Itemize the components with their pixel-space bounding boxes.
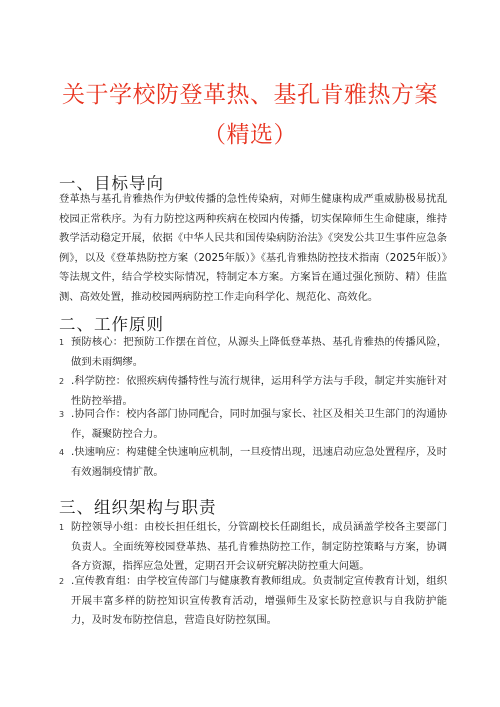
list-item <box>59 405 447 444</box>
section-heading-principles: 二、工作原则 <box>59 315 164 334</box>
list-item-number: 2 <box>59 577 65 586</box>
section-heading-goals: 一、目标导向 <box>59 174 164 193</box>
list-item-text: 防控领导小组：由校长担任组长，分管副校长任副组长，成员涵盖学校各主要部门负责人。全面统筹校园登革热、基孔肯雅热防控工作，制定防控策略与方案，协调各方资源，指挥应急处置，定期召开会议研究解决防控重大问题。 <box>71 521 447 572</box>
list-item-text: .宣传教育组：由学校宣传部门与健康教育教师组成。负责制定宣传教育计划，组织开展丰富多样的防控知识宣传教育活动，增强师生及家长防控意识与自我防护能力，及时发布防控信息，营造良好防控氛围。 <box>71 575 447 626</box>
section-paragraph-goals: 登革热与基孔肯雅热作为伊蚊传播的急性传染病，对师生健康构成严重威胁极易扰乱校园正常秩序。为有力防控这两种疾病在校园内传播，切实保障师生生命健康，维持教学活动稳定开展，依据《中华人民共和国传染病防治法》《突发公共卫生事件应急条例》，以及《登革热防控方案（2025年版）》《基孔肯雅热防控技术指南（2025年版）》等法规文件，结合学校实际情况，特制定本方案。方案旨在通过强化预防、精）佳监测、高效处置，推动校园两病防控工作走向科学化、规范化、高效化。 <box>59 193 447 303</box>
list-item <box>59 333 447 372</box>
list-item-number: 1 <box>59 338 65 347</box>
list-item-text: .科学防控：依照疾病传播特性与流行规律，运用科学方法与手段，制定并实施针对性防控举措。 <box>71 375 447 407</box>
list-item-number: 3 <box>59 410 65 419</box>
list-item <box>59 572 447 631</box>
list-item-number: 2 <box>59 377 65 386</box>
document-title-suffix: （精选） <box>203 122 297 148</box>
list-item-number: 4 <box>59 448 65 457</box>
list-item <box>59 518 447 577</box>
document-title: 关于学校防登革热、基孔肯雅热方案 <box>62 82 438 108</box>
list-item-number: 1 <box>59 523 65 532</box>
list-item-text: .快速响应：构建健全快速响应机制，一旦疫情出现，迅速启动应急处置程序，及时有效遏制疫情扩散。 <box>71 446 447 478</box>
section-heading-organization: 三、组织架构与职责 <box>59 498 217 517</box>
list-item-text: 预防核心：把预防工作摆在首位，从源头上降低登革热、基孔肯雅热的传播风险，做到未雨绸缪。 <box>71 336 447 368</box>
list-item <box>59 443 447 482</box>
list-item-text: .协同合作：校内各部门协同配合，同时加强与家长、社区及相关卫生部门的沟通协作，凝聚防控合力。 <box>71 408 447 440</box>
